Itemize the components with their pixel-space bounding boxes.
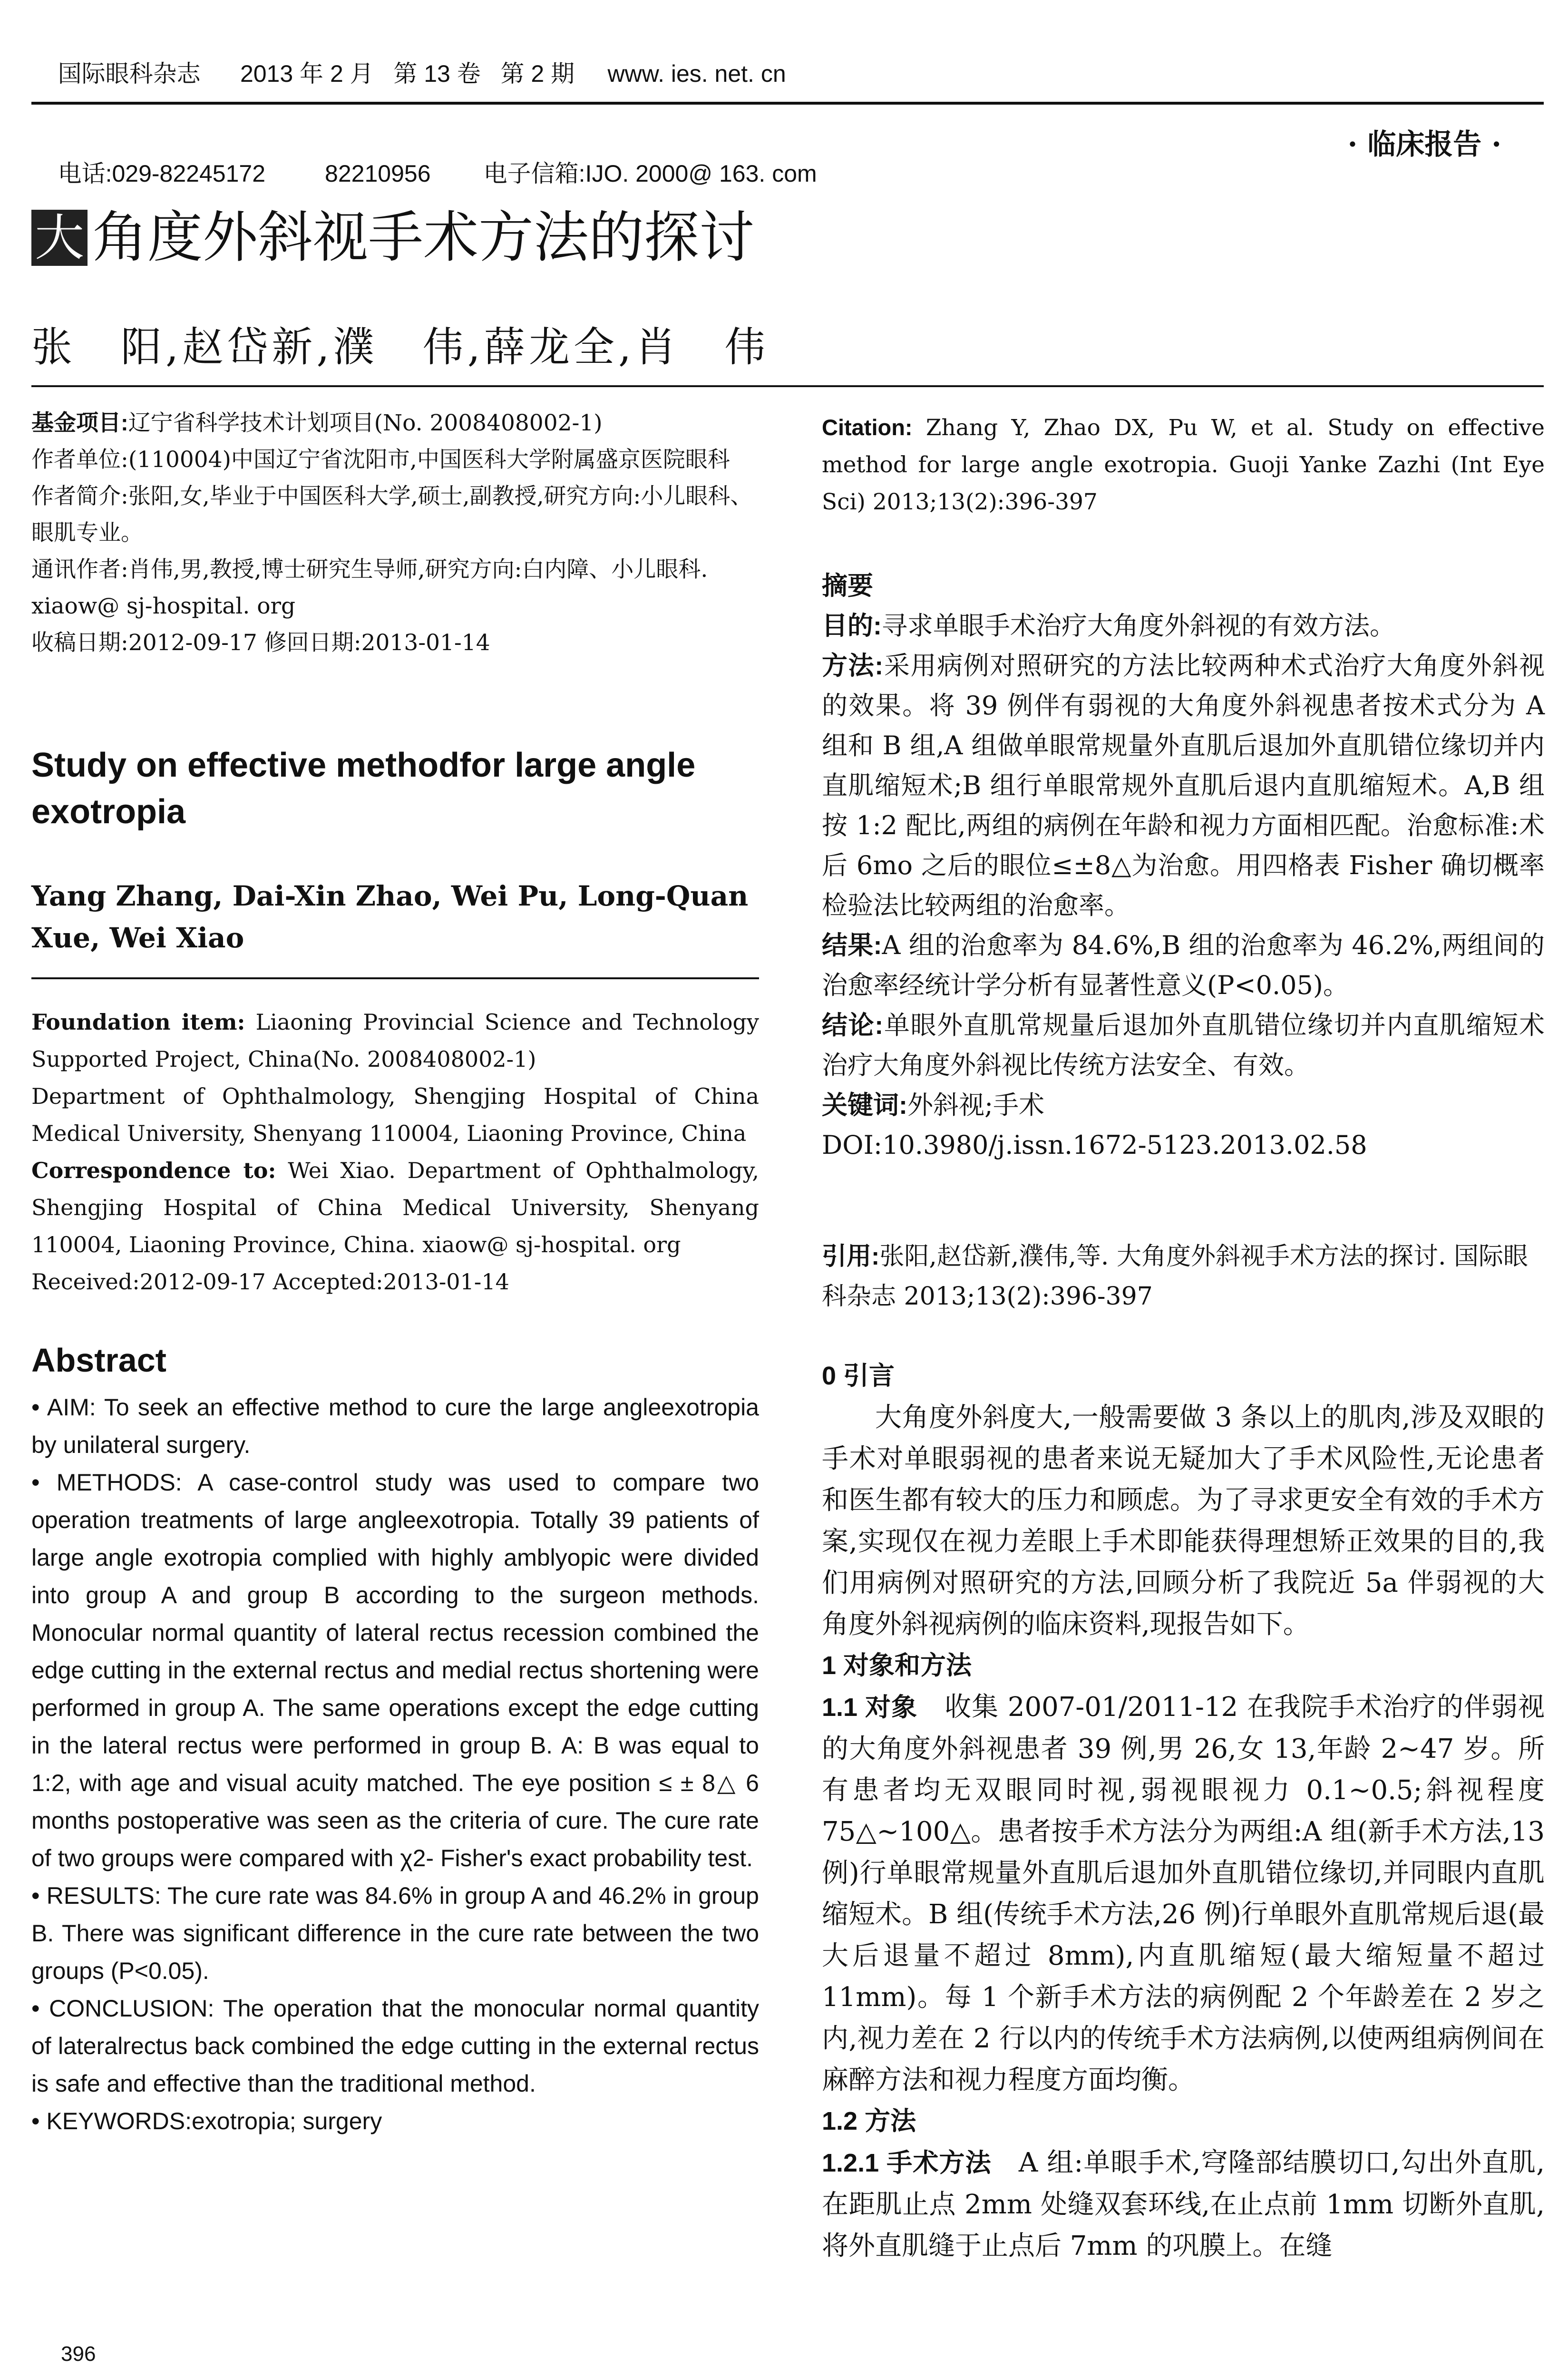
- correspondence: Correspondence to: Wei Xiao. Department of Ophthalmology, Shengjing Hospital of China Medical University, Shenyang 110004, Liaoning Province, China. xiaow@ sj-hospital. org: [31, 1158, 760, 1257]
- section-1-2-1: 1.2.1 手术方法 A 组:单眼手术,穹隆部结膜切口,勾出外直肌,在距肌止点 2mm 处缝双套环线,在止点前 1mm 切断外直肌,将外直肌缝于止点后 7mm 的巩膜上。在缝: [822, 2147, 1545, 2261]
- english-rule: [31, 977, 759, 979]
- abstract-cn-results: 结果:A 组的治愈率为 84.6%,B 组的治愈率为 46.2%,两组间的治愈率经统计学分析有显著性意义(P<0.05)。: [822, 930, 1545, 1000]
- english-title: Study on effective methodfor large angle exotropia: [31, 746, 696, 831]
- abstract-cn-aim: 目的:寻求单眼手术治疗大角度外斜视的有效方法。: [822, 611, 1395, 641]
- volume: 第 13 卷: [393, 60, 481, 87]
- unit-line: 作者单位:(110004)中国辽宁省沈阳市,中国医科大学附属盛京医院眼科: [31, 447, 730, 473]
- department: Department of Ophthalmology, Shengjing Hospital of China Medical University, Shenyang 110004, Liaoning Province, China: [31, 1083, 759, 1146]
- abstract-cn-keywords: 关键词:外斜视;手术: [822, 1090, 1045, 1120]
- english-abstract: [31, 1389, 759, 2140]
- fund-line: 基金项目:辽宁省科学技术计划项目(No. 2008408002-1): [31, 410, 603, 436]
- section-label: · 临床报告 ·: [1347, 128, 1501, 161]
- abstract-conclusion: • CONCLUSION: The operation that the monocular normal quantity of lateralrectus back combined the edge cutting in the external rectus is safe and effective than the traditional method.: [31, 1995, 759, 2097]
- cn-info-block: [31, 404, 759, 661]
- authors-cn: 张 阳,赵岱新,濮 伟,薛龙全,肖 伟: [31, 323, 769, 371]
- abstract-cn-heading: 摘要: [822, 572, 873, 600]
- section-1-heading: 1 对象和方法: [822, 1651, 972, 1680]
- dates-line: 收稿日期:2012-09-17 修回日期:2013-01-14: [31, 630, 490, 656]
- page-number: 396: [61, 2342, 96, 2366]
- issue-date: 2013 年 2 月: [240, 60, 374, 87]
- section-1-1: 1.1 对象 收集 2007-01/2011-12 在我院手术治疗的伴弱视的大角度外斜视患者 39 例,男 26,女 13,年龄 2~47 岁。所有患者均无双眼同时视,弱视眼视力 0.1~0.5;斜视程度 75△~100△。患者按手术方法分为两组:A 组(新手术方法,13 例)行单眼常规量外直肌后退加外直肌错位缘切,并同眼内直肌缩短术。B 组(传统手术方法,26 例)行单眼外直肌常规后退(最大后退量不超过 8mm),内直肌缩短(最大缩短量不超过 11mm)。每 1 个新手术方法的病例配 2 个年龄差在 2 岁之内,视力差在 2 行以内的传统手术方法病例,以使两组病例间在麻醉方法和视力程度方面均衡。: [822, 1692, 1545, 2095]
- website: www. ies. net. cn: [607, 60, 786, 87]
- citation: Citation: Zhang Y, Zhao DX, Pu W, et al. Study on effective method for large angle exotropia. Guoji Yanke Zazhi (Int Eye Sci) 2013;13(2):396-397: [822, 415, 1545, 515]
- corr-line: 通讯作者:肖伟,男,教授,博士研究生导师,研究方向:白内障、小儿眼科. xiaow@ sj-hospital. org: [31, 556, 708, 619]
- foundation-item: Foundation item: Liaoning Provincial Science and Technology Supported Project, China(No. 2008408002-1): [31, 1009, 759, 1072]
- abstract-results: • RESULTS: The cure rate was 84.6% in group A and 46.2% in group B. There was significant difference in the cure rate between the two groups (P<0.05).: [31, 1882, 759, 1984]
- bio-line: 作者简介:张阳,女,毕业于中国医科大学,硕士,副教授,研究方向:小儿眼科、眼肌专业。: [31, 483, 753, 546]
- phone-2: 82210956: [325, 160, 431, 187]
- journal-name: 国际眼科杂志: [58, 60, 201, 87]
- abstract-aim: • AIM: To seek an effective method to cure the large angleexotropia by unilateral surgery.: [31, 1394, 759, 1458]
- abstract-heading: Abstract: [31, 1342, 166, 1379]
- article-body: [822, 1355, 1545, 2267]
- intro-paragraph: 大角度外斜度大,一般需要做 3 条以上的肌肉,涉及双眼的手术对单眼弱视的患者来说无疑加大了手术风险性,无论患者和医生都有较大的压力和顾虑。为了寻求更安全有效的手术方案,实现仅在视力差眼上手术即能获得理想矫正效果的目的,我们用病例对照研究的方法,回顾分析了我院近 5a 伴弱视的大角度外斜视病例的临床资料,现报告如下。: [822, 1402, 1545, 1640]
- chinese-abstract: [822, 566, 1545, 1165]
- title-text: 角度外斜视手术方法的探讨: [92, 205, 754, 270]
- abstract-cn-methods: 方法:采用病例对照研究的方法比较两种术式治疗大角度外斜视的效果。将 39 例伴有弱视的大角度外斜视患者按术式分为 A 组和 B 组,A 组做单眼常规量外直肌后退加外直肌错位缘切并内直肌缩短术;B 组行单眼常规外直肌后退内直肌缩短术。A,B 组按 1:2 配比,两组的病例在年龄和视力方面相匹配。治愈标准:术后 6mo 之后的眼位≤±8△为治愈。用四格表 Fisher 确切概率检验法比较两组的治愈率。: [822, 651, 1545, 920]
- email: 电子信箱:IJO. 2000@ 163. com: [483, 160, 817, 187]
- abstract-keywords: • KEYWORDS:exotropia; surgery: [31, 2108, 382, 2134]
- doi: DOI:10.3980/j.issn.1672-5123.2013.02.58: [822, 1130, 1367, 1160]
- journal-header: [31, 24, 1544, 224]
- abstract-methods: • METHODS: A case-control study was used to compare two operation treatments of large angleexotropia. Totally 39 patients of large angle exotropia complied with highly amblyopic were divided into group A and group B according to the surgeon methods. Monocular normal quantity of lateral rectus recession combined the edge cutting in the external rectus and medial rectus shortening were performed in group A. The same operations except the edge cutting in the lateral rectus were performed in group B. A: B was equal to 1:2, with age and visual acuity matched. The eye position ≤ ± 8△ 6 months postoperative was seen as the criteria of cure. The cure rate of two groups were compared with χ2- Fisher's exact probability test.: [31, 1469, 759, 1871]
- abstract-cn-conclusion: 结论:单眼外直肌常规量后退加外直肌错位缘切并内直肌缩短术治疗大角度外斜视比传统方法安全、有效。: [822, 1010, 1545, 1080]
- title-badge: 大: [31, 210, 88, 266]
- section-1-2-heading: 1.2 方法: [822, 2107, 916, 2135]
- header-rule: [31, 102, 1544, 105]
- received-accepted: Received:2012-09-17 Accepted:2013-01-14: [31, 1269, 509, 1295]
- intro-heading: 0 引言: [822, 1362, 895, 1390]
- article-title: [31, 205, 754, 271]
- header-line-1: [31, 24, 1544, 124]
- english-info: [31, 1003, 759, 1300]
- phone: 电话:029-82245172: [58, 160, 266, 187]
- title-rule: [31, 385, 1544, 387]
- chinese-citation: 引用:张阳,赵岱新,濮伟,等. 大角度外斜视手术方法的探讨. 国际眼科杂志 2013;13(2):396-397: [822, 1242, 1529, 1311]
- issue: 第 2 期: [500, 60, 575, 87]
- english-authors: Yang Zhang, Dai-Xin Zhao, Wei Pu, Long-Quan Xue, Wei Xiao: [31, 880, 749, 954]
